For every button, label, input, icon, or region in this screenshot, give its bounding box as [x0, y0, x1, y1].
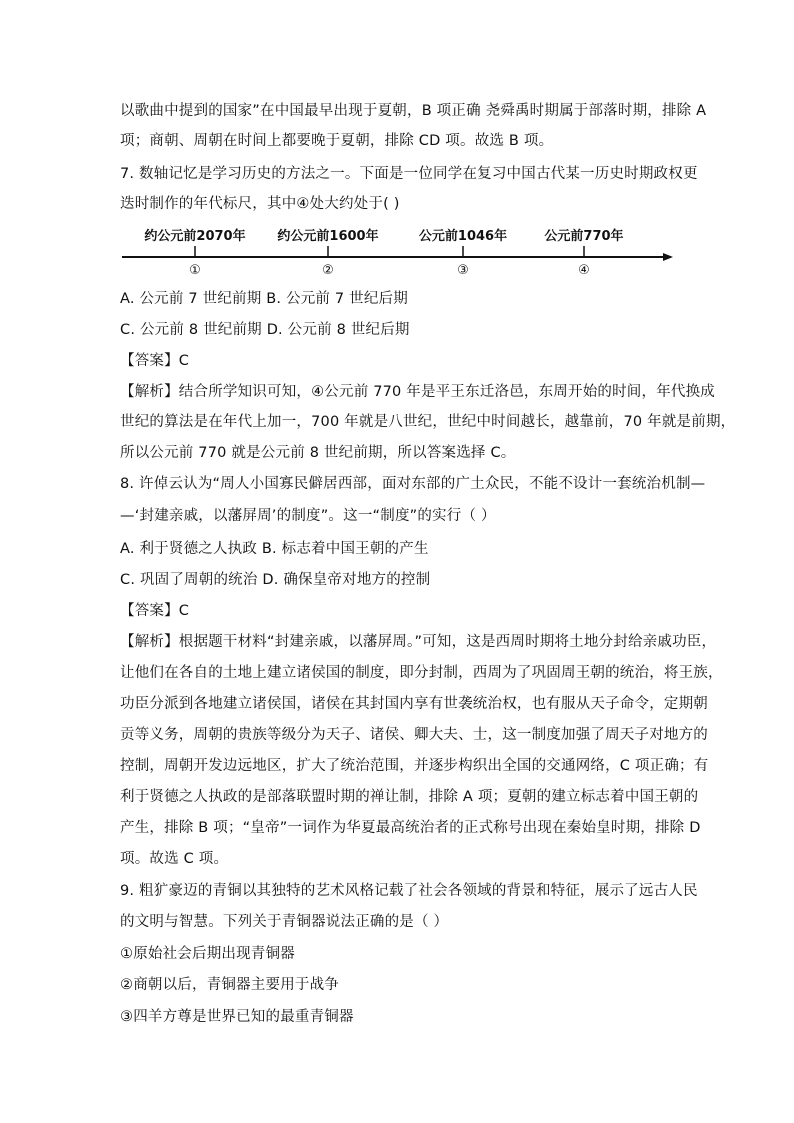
statement-2: ②商朝以后，青铜器主要用于战争 [120, 977, 339, 993]
timeline-label-3: 公元前1046年 [418, 229, 508, 244]
text-line: 迭时制作的年代标尺，其中④处大约处于( ) [120, 196, 400, 212]
option-line: C. 巩固了周朝的统治 D. 确保皇帝对地方的控制 [120, 572, 431, 588]
timeline-number-3: ③ [457, 263, 469, 278]
text-line: 功臣分派到各地建立诸侯国，诸侯在其封国内享有世袭统治权，也有服从天子命令，定期朝 [120, 696, 708, 712]
option-line: C. 公元前 8 世纪前期 D. 公元前 8 世纪后期 [120, 322, 410, 338]
text-line: 让他们在各自的土地上建立诸侯国的制度，即分封制，西周为了巩固周王朝的统治，将王族， [120, 665, 723, 681]
text-line: 控制，周朝开发边远地区，扩大了统治范围，并逐步构织出全国的交通网络，C 项正确；有 [120, 758, 709, 774]
text-line: 世纪的算法是在年代上加一，700 年就是八世纪，世纪中时间越长，越靠前，70 年就是前期， [120, 414, 736, 430]
text-line: 贡等义务，周朝的贵族等级分为天子、诸侯、卿大夫、士，这一制度加强了周天子对地方的 [120, 727, 708, 743]
statement-1: ①原始社会后期出现青铜器 [120, 946, 295, 962]
option-line: A. 利于贤德之人执政 B. 标志着中国王朝的产生 [120, 541, 429, 557]
timeline-label-4: 公元前770年 [544, 229, 624, 244]
timeline-chart [118, 226, 678, 276]
timeline-label-2: 约公元前1600年 [277, 229, 379, 244]
timeline-number-1: ① [189, 263, 201, 278]
text-line: 项；商朝、周朝在时间上都要晚于夏朝，排除 CD 项。故选 B 项。 [120, 133, 554, 149]
timeline-number-4: ④ [578, 263, 590, 278]
question-8: 8. 许倬云认为“周人小国寡民僻居西部，面对东部的广土众民，不能不设计一套统治机制— [120, 476, 706, 492]
analysis-line: 【解析】根据题干材料“封建亲戚，以藩屏周。”可知，这是西周时期将土地分封给亲戚功臣， [120, 634, 717, 650]
timeline-arrow-icon [663, 253, 673, 261]
text-line: 所以公元前 770 就是公元前 8 世纪前期，所以答案选择 C。 [120, 445, 516, 461]
timeline-svg [118, 226, 678, 276]
text-line: 以歌曲中提到的国家”在中国最早出现于夏朝，B 项正确 尧舜禹时期属于部落时期，排除 A [120, 103, 707, 119]
analysis-line: 【解析】结合所学知识可知，④公元前 770 年是平王东迁洛邑，东周开始的时间，年代换成 [120, 384, 715, 400]
text-line: 的文明与智慧。下列关于青铜器说法正确的是（ ） [120, 914, 449, 930]
question-9: 9. 粗犷豪迈的青铜以其独特的艺术风格记载了社会各领域的背景和特征，展示了远古人民 [120, 883, 698, 899]
option-line: A. 公元前 7 世纪前期 B. 公元前 7 世纪后期 [120, 291, 408, 307]
timeline-label-1: 约公元前2070年 [144, 229, 246, 244]
answer-label: 【答案】C [120, 603, 190, 619]
statement-3: ③四羊方尊是世界已知的最重青铜器 [120, 1009, 354, 1025]
timeline-number-2: ② [322, 263, 334, 278]
answer-label: 【答案】C [120, 353, 190, 369]
text-line: —‘封建亲戚，以藩屏周’的制度”。这一“制度”的实行（ ） [120, 508, 496, 524]
question-7: 7. 数轴记忆是学习历史的方法之一。下面是一位同学在复习中国古代某一历史时期政权更 [120, 166, 698, 182]
text-line: 产生，排除 B 项；“皇帝”一词作为华夏最高统治者的正式称号出现在秦始皇时期，排除 D [120, 820, 701, 836]
text-line: 利于贤德之人执政的是部落联盟时期的禅让制，排除 A 项；夏朝的建立标志着中国王朝的 [120, 789, 699, 805]
text-line: 项。故选 C 项。 [120, 851, 229, 867]
